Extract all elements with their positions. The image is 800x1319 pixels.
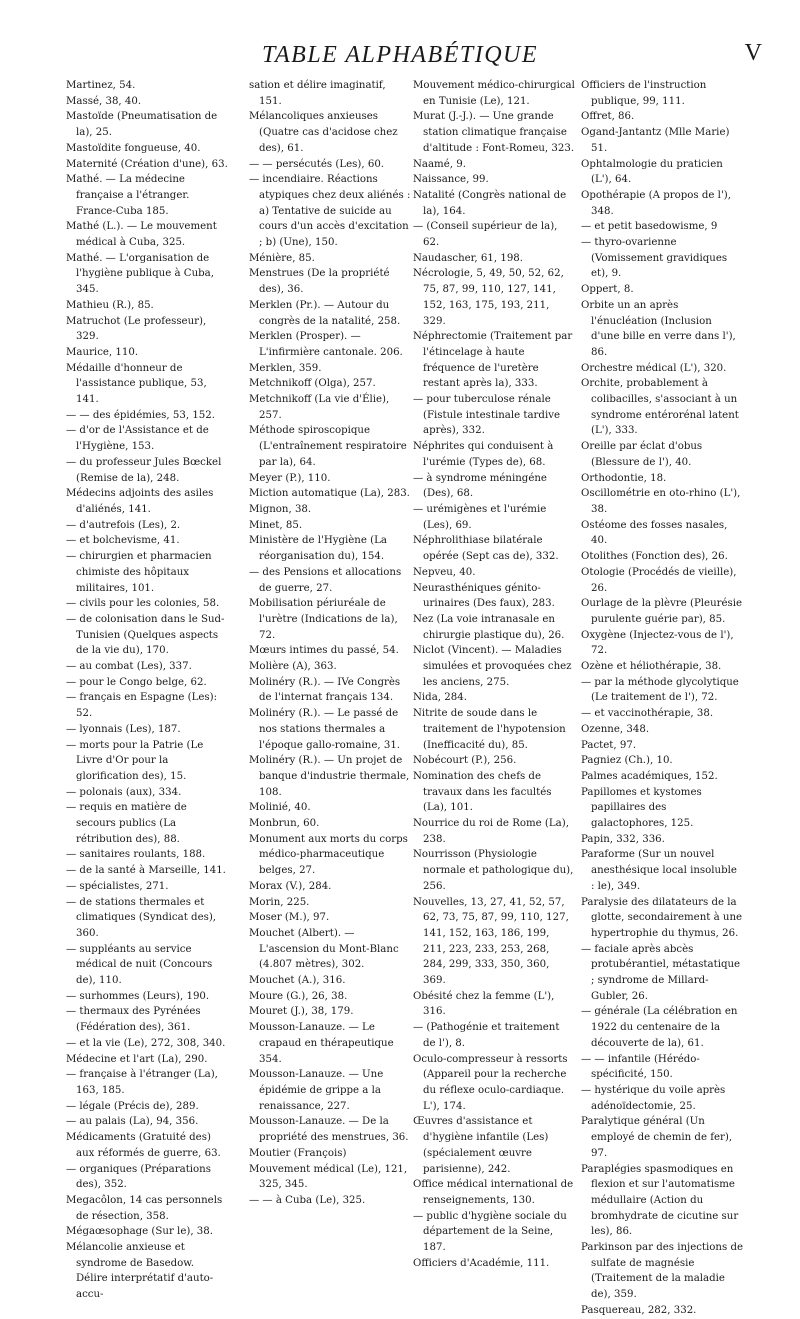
index-entry: Ophtalmologie du praticien (L'), 64. <box>581 158 723 186</box>
index-entry: Néphrolithiase bilatérale opérée (Sept cas de), 332. <box>413 535 559 563</box>
index-entry: Mathieu (R.), 85. <box>66 299 154 311</box>
index-entry: Opothérapie (A propos de l'), 348. <box>581 189 731 217</box>
index-entry: Médecine et l'art (La), 290. <box>66 1053 208 1065</box>
index-entry: Médicaments (Gratuité des) aux réformés de guerre, 63. <box>66 1132 221 1159</box>
index-entry: — d'autrefois (Les), 2. <box>66 519 181 531</box>
index-entry: Martinez, 54. <box>66 80 136 91</box>
index-entry: Megacôlon, 14 cas personnels de résection, 358. <box>66 1194 223 1222</box>
index-entry: Mousson-Lanauze. — Le crapaud en thérapeutique 354. <box>249 1022 394 1065</box>
index-entry: Ménière, 85. <box>249 252 315 264</box>
index-entry: — française à l'étranger (La), 163, 185. <box>66 1069 218 1096</box>
index-entry: Ogand-Jantantz (Mlle Marie) 51. <box>581 127 730 154</box>
index-entry: Mastoïde (Pneumatisation de la), 25. <box>66 111 218 139</box>
index-entry: — pour tuberculose rénale (Fistule intestinale tardive après), 332. <box>413 394 560 437</box>
index-entry: Papin, 332, 336. <box>581 833 665 845</box>
index-entry: Otologie (Procédés de vieille), 26. <box>581 566 737 594</box>
index-entry: Néphrectomie (Traitement par l'étincelage à haute fréquence de l'uretère restant après la), 333. <box>413 331 573 390</box>
index-entry: — hystérique du voile après adénoïdectomie, 25. <box>581 1085 726 1112</box>
index-entry: Moser (M.), 97. <box>249 912 330 924</box>
index-entry: Nomination des chefs de travaux dans les facultés (La), 101. <box>413 770 552 814</box>
index-entry: Orthodontie, 18. <box>581 472 667 484</box>
index-entry: — (Pathogénie et traitement de l'), 8. <box>413 1022 560 1049</box>
index-entry: Naudascher, 61, 198. <box>413 252 524 264</box>
index-entry: Ozène et héliothérapie, 38. <box>581 661 722 673</box>
index-entry: Maternité (Création d'une), 63. <box>66 158 228 170</box>
index-entry: Mathé (L.). — Le mouvement médical à Cuba, 325. <box>66 221 217 249</box>
index-entry: — — des épidémies, 53, 152. <box>66 409 216 421</box>
index-entry: — thyro-ovarienne (Vomissement gravidiques et), 9. <box>581 237 728 280</box>
index-entry: Merklen (Pr.). — Autour du congrès de la natalité, 258. <box>249 299 401 327</box>
index-entry: Nourrisson (Physiologie normale et pathologique du), 256. <box>413 849 574 892</box>
index-entry: — au combat (Les), 337. <box>66 661 192 673</box>
index-entry: — organiques (Préparations des), 352. <box>66 1163 211 1191</box>
index-entry: Paralytique général (Un employé de chemin de fer), 97. <box>581 1116 733 1159</box>
index-entry: Office médical international de renseignements, 130. <box>413 1179 574 1206</box>
index-entry: — polonais (aux), 334. <box>66 786 182 798</box>
index-column-4 <box>581 78 743 1319</box>
index-column-3 <box>413 78 575 1271</box>
index-entry: Ozenne, 348. <box>581 723 650 735</box>
index-entry: Metchnikoff (Olga), 257. <box>249 378 376 390</box>
index-entry: Mouchet (A.), 316. <box>249 975 346 987</box>
index-entry: — civils pour les colonies, 58. <box>66 598 220 610</box>
index-entry: Naissance, 99. <box>413 174 489 186</box>
index-entry: — du professeur Jules Bœckel (Remise de la), 248. <box>66 456 222 484</box>
index-entry: Nepveu, 40. <box>413 566 476 578</box>
index-entry: — — persécutés (Les), 60. <box>249 158 385 170</box>
index-entry: Mélancoliques anxieuses (Quatre cas d'acidose chez des), 61. <box>249 111 398 154</box>
index-entry: — sanitaires roulants, 188. <box>66 849 206 861</box>
index-entry: sation et délire imaginatif, 151. <box>249 80 386 107</box>
index-entry: Ostéome des fosses nasales, 40. <box>581 519 728 547</box>
index-entry: Mathé. — L'organisation de l'hygiène publique à Cuba, 345. <box>66 252 214 296</box>
index-entry: Ministère de l'Hygiène (La réorganisation du), 154. <box>249 535 387 563</box>
index-entry: Mœurs intimes du passé, 54. <box>249 645 399 657</box>
index-entry: Merklen, 359. <box>249 362 322 374</box>
index-entry: — public d'hygiène sociale du département de la Seine, 187. <box>413 1210 567 1254</box>
index-entry: — de la santé à Marseille, 141. <box>66 865 226 877</box>
index-entry: Parkinson par des injections de sulfate de magnésie (Traitement de la maladie de), 359. <box>581 1242 743 1301</box>
index-entry: — au palais (La), 94, 356. <box>66 1116 199 1128</box>
index-entry: Molinié, 40. <box>249 802 311 814</box>
index-entry: — suppléants au service médical de nuit (Concours de), 110. <box>66 943 213 987</box>
index-entry: — — à Cuba (Le), 325. <box>249 1194 366 1206</box>
index-entry: — de colonisation dans le Sud-Tunisien (Quelques aspects de la vie du), 170. <box>66 613 225 657</box>
index-entry: Officiers d'Académie, 111. <box>413 1257 550 1269</box>
index-entry: Miction automatique (La), 283. <box>249 488 410 500</box>
index-entry: — d'or de l'Assistance et de l'Hygiène, 153. <box>66 425 209 453</box>
index-entry: Mignon, 38. <box>249 503 312 515</box>
index-entry: Œuvres d'assistance et d'hygiène infantile (Les) (spécialement œuvre parisienne), 242. <box>413 1116 549 1175</box>
index-entry: — — infantile (Hérédo-spécificité, 150. <box>581 1053 700 1081</box>
index-entry: — morts pour la Patrie (Le Livre d'Or pour la glorification des), 15. <box>66 739 204 782</box>
index-entry: Merklen (Prosper). — L'infirmière cantonale. 206. <box>249 331 403 358</box>
index-entry: Nourrice du roi de Rome (La), 238. <box>413 818 569 845</box>
index-entry: Officiers de l'instruction publique, 99, 111. <box>581 80 707 107</box>
index-entry: — des Pensions et allocations de guerre, 27. <box>249 566 402 594</box>
index-entry: Méthode spiroscopique (L'entraînement respiratoire par la), 64. <box>249 425 407 468</box>
index-entry: — incendiaire. Réactions atypiques chez deux aliénés : a) Tentative de suicide au cours d'un accès d'excitation ; b) (Une), 150. <box>249 174 411 249</box>
index-entry: Mobilisation périuréale de l'urètre (Indications de la), 72. <box>249 598 398 641</box>
index-entry: Moure (G.), 26, 38. <box>249 990 348 1002</box>
index-entry: — pour le Congo belge, 62. <box>66 676 207 688</box>
index-entry: Morax (V.), 284. <box>249 880 332 892</box>
index-entry: Matruchot (Le professeur), 329. <box>66 315 207 343</box>
index-entry: Offret, 86. <box>581 111 635 123</box>
index-entry: — et la vie (Le), 272, 308, 340. <box>66 1037 226 1049</box>
index-entry: Orchestre médical (L'), 320. <box>581 362 727 374</box>
index-entry: — à syndrome méningéne (Des), 68. <box>413 472 547 500</box>
index-entry: Naamé, 9. <box>413 158 466 170</box>
index-entry: Metchnikoff (La vie d'Élie), 257. <box>249 394 390 421</box>
page-number: V <box>744 40 762 66</box>
index-entry: Oreille par éclat d'obus (Blessure de l'), 40. <box>581 441 703 468</box>
index-entry: Molière (A), 363. <box>249 661 337 673</box>
index-entry: Oculo-compresseur à ressorts (Appareil pour la recherche du réflexe oculo-cardiaque. L'), 174. <box>413 1053 568 1112</box>
index-entry: — légale (Précis de), 289. <box>66 1100 199 1112</box>
index-entry: Néphrites qui conduisent à l'urémie (Types de), 68. <box>413 441 554 468</box>
index-column-1 <box>66 78 228 1303</box>
index-entry: Mélancolie anxieuse et syndrome de Basedow. Délire interprétatif d'auto-accu- <box>66 1242 214 1301</box>
index-entry: — (Conseil supérieur de la), 62. <box>413 221 558 249</box>
index-entry: — lyonnais (Les), 187. <box>66 723 181 735</box>
index-entry: Oxygène (Injectez-vous de l'), 72. <box>581 629 734 657</box>
index-entry: Palmes académiques, 152. <box>581 770 718 782</box>
index-entry: Obésité chez la femme (L'), 316. <box>413 990 555 1018</box>
index-entry: — et petit basedowisme, 9 <box>581 221 718 233</box>
index-entry: — chirurgien et pharmacien chimiste des hôpitaux militaires, 101. <box>66 551 212 594</box>
index-entry: Niclot (Vincent). — Maladies simulées et provoquées chez les anciens, 275. <box>413 645 572 688</box>
index-entry: Pactet, 97. <box>581 739 637 751</box>
index-entry: Nida, 284. <box>413 692 467 704</box>
index-entry: Pagniez (Ch.), 10. <box>581 755 673 767</box>
index-entry: Morin, 225. <box>249 896 310 908</box>
index-entry: — français en Espagne (Les): 52. <box>66 692 218 720</box>
index-entry: Nitrite de soude dans le traitement de l'hypotension (Inefficacité du), 85. <box>413 708 566 751</box>
index-entry: Mouchet (Albert). — L'ascension du Mont-Blanc (4.807 mètres), 302. <box>249 927 399 971</box>
index-entry: Molinéry (R.). — Un projet de banque d'industrie thermale, 108. <box>249 755 410 798</box>
index-entry: Mousson-Lanauze. — Une épidémie de grippe a la renaissance, 227. <box>249 1069 384 1112</box>
index-entry: Paraplégies spasmodiques en flexion et sur l'automatisme médullaire (Action du bromhydrate de cicutine sur les), 86. <box>581 1163 739 1238</box>
index-entry: Neurasthéniques génito-urinaires (Des faux), 283. <box>413 582 555 610</box>
index-entry: Mathé. — La médecine française a l'étranger. France-Cuba 185. <box>66 174 190 217</box>
index-entry: Médecins adjoints des asiles d'aliénés, 141. <box>66 488 214 515</box>
index-entry: Otolithes (Fonction des), 26. <box>581 551 728 563</box>
index-entry: Monument aux morts du corps médico-pharmaceutique belges, 27. <box>249 833 408 877</box>
index-entry: — thermaux des Pyrénées (Fédération des), 361. <box>66 1006 201 1034</box>
index-entry: Menstrues (De la propriété des), 36. <box>249 268 390 296</box>
index-entry: — surhommes (Leurs), 190. <box>66 990 210 1002</box>
index-column-2 <box>249 78 411 1209</box>
index-entry: Monbrun, 60. <box>249 818 320 830</box>
index-entry: Maurice, 110. <box>66 346 139 358</box>
index-entry: Nobécourt (P.), 256. <box>413 755 517 767</box>
index-entry: Médaille d'honneur de l'assistance publique, 53, 141. <box>66 362 207 406</box>
index-entry: Mégaœsophage (Sur le), 38. <box>66 1226 213 1238</box>
index-entry: Meyer (P.), 110. <box>249 472 331 484</box>
index-entry: — faciale après abcès protubérantiel, métastatique ; syndrome de Millard-Gubler, 26. <box>581 943 741 1002</box>
index-entry: — par la méthode glycolytique (Le traitement de l'), 72. <box>581 676 739 704</box>
index-entry: Mastoïdite fongueuse, 40. <box>66 142 201 154</box>
index-entry: Mouvement médico-chirurgical en Tunisie (Le), 121. <box>413 80 575 107</box>
index-entry: Ourlage de la plèvre (Pleurésie purulente guérie par), 85. <box>581 598 743 625</box>
index-entry: — générale (La célébration en 1922 du centenaire de la découverte de la), 61. <box>581 1006 738 1049</box>
index-entry: Moutier (François) <box>249 1147 347 1159</box>
index-entry: Murat (J.-J.). — Une grande station climatique française d'altitude : Font-Romeu, 323. <box>413 111 575 154</box>
index-entry: Orchite, probablement à colibacilles, s'associant à un syndrome entérorénal latent (L'), 333. <box>581 378 739 437</box>
index-entry: Paraforme (Sur un nouvel anesthésique local insoluble : le), 349. <box>581 849 737 892</box>
index-entry: — et vaccinothérapie, 38. <box>581 708 714 720</box>
index-entry: Nez (La voie intranasale en chirurgie plastique du), 26. <box>413 613 565 641</box>
index-entry: Mouret (J.), 38, 179. <box>249 1006 354 1018</box>
index-entry: Natalité (Congrès national de la), 164. <box>413 189 567 217</box>
index-entry: Molinéry (R.). — Le passé de nos stations thermales a l'époque gallo-romaine, 31. <box>249 708 401 751</box>
index-entry: — urémigènes et l'urémie (Les), 69. <box>413 503 547 531</box>
index-entry: Nouvelles, 13, 27, 41, 52, 57, 62, 73, 75, 87, 99, 110, 127, 141, 152, 163, 186, 199, 211, 223, 233, 253, 268, 284, 299, 333, 350, 360, 369. <box>413 896 569 987</box>
index-entry: — de stations thermales et climatiques (Syndicat des), 360. <box>66 896 217 939</box>
index-entry: Mousson-Lanauze. — De la propriété des menstrues, 36. <box>249 1116 409 1144</box>
index-entry: — et bolchevisme, 41. <box>66 535 180 547</box>
page-title: TABLE ALPHABÉTIQUE <box>261 42 539 68</box>
index-entry: Nécrologie, 5, 49, 50, 52, 62, 75, 87, 99, 110, 127, 141, 152, 163, 175, 193, 211, 329. <box>413 268 564 327</box>
index-entry: Orbite un an après l'énucléation (Inclusion d'une bille en verre dans l'), 86. <box>581 299 736 358</box>
index-entry: Mouvement médical (Le), 121, 325, 345. <box>249 1163 408 1191</box>
index-entry: — requis en matière de secours publics (La rétribution des), 88. <box>66 802 187 845</box>
index-entry: Oppert, 8. <box>581 284 634 296</box>
index-entry: Minet, 85. <box>249 519 303 531</box>
index-entry: Paralysie des dilatateurs de la glotte, secondairement à une hypertrophie du thymus, 26. <box>581 896 743 939</box>
index-entry: Massé, 38, 40. <box>66 95 142 107</box>
index-entry: Oscillométrie en oto-rhino (L'), 38. <box>581 488 741 515</box>
index-entry: — spécialistes, 271. <box>66 880 169 892</box>
index-entry: Molinéry (R.). — IVe Congrès de l'internat français 134. <box>249 676 401 704</box>
index-entry: Pasquereau, 282, 332. <box>581 1304 697 1316</box>
index-entry: Papillomes et kystomes papillaires des galactophores, 125. <box>581 786 702 830</box>
